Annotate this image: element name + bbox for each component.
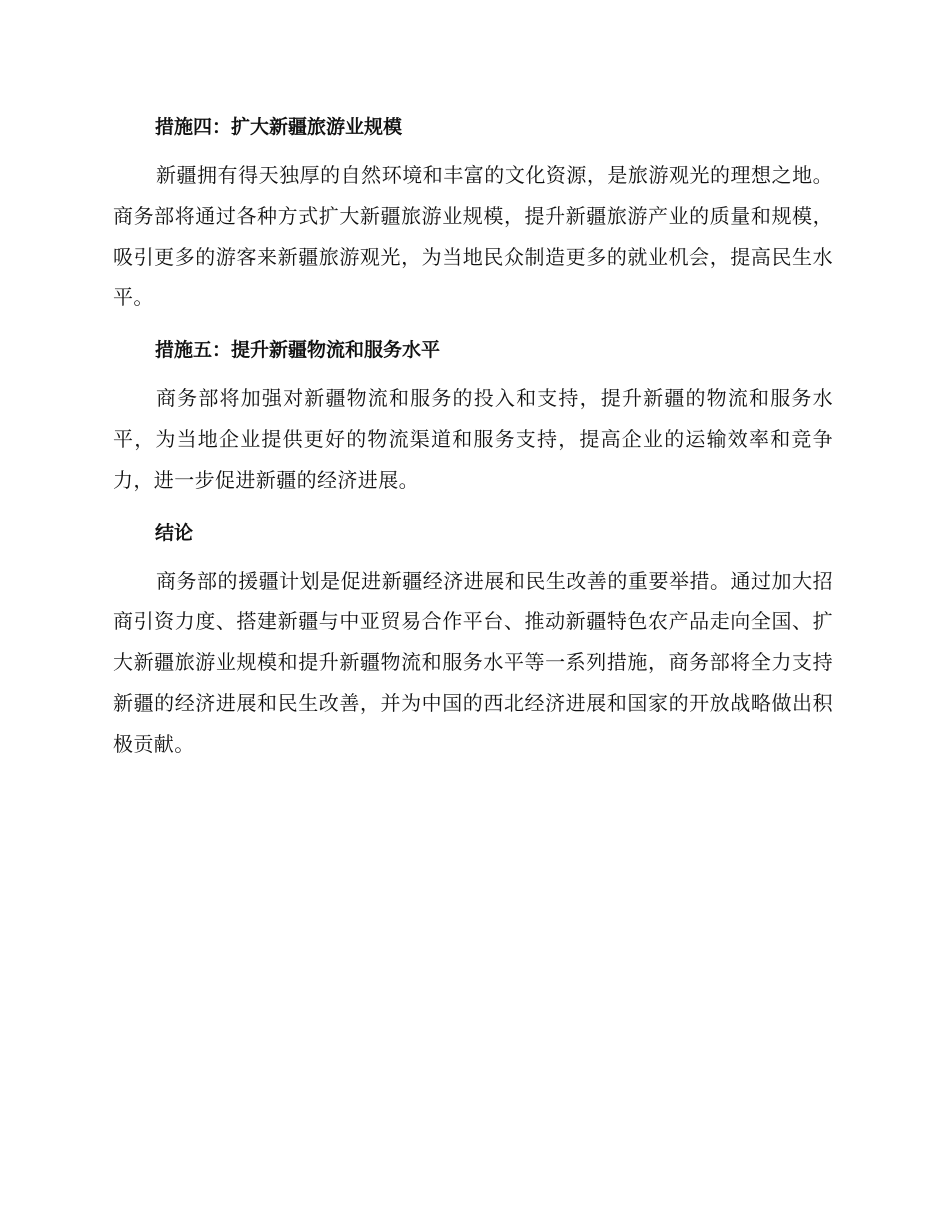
section-paragraph-conclusion: 商务部的援疆计划是促进新疆经济进展和民生改善的重要举措。通过加大招商引资力度、搭建新疆与中亚贸易合作平台、推动新疆特色农产品走向全国、扩大新疆旅游业规模和提升新疆物流和服务水平等一系列措施，商务部将全力支持新疆的经济进展和民生改善，并为中国的西北经济进展和国家的开放战略做出积极贡献。 [113, 568, 833, 756]
section-paragraph-measure-five: 商务部将加强对新疆物流和服务的投入和支持，提升新疆的物流和服务水平，为当地企业提供更好的物流渠道和服务支持，提高企业的运输效率和竞争力，进一步促进新疆的经济进展。 [113, 386, 833, 492]
spacer [113, 501, 833, 516]
spacer [113, 318, 833, 333]
document-body [113, 110, 833, 765]
section-paragraph-measure-four: 新疆拥有得天独厚的自然环境和丰富的文化资源，是旅游观光的理想之地。商务部将通过各种方式扩大新疆旅游业规模，提升新疆旅游产业的质量和规模，吸引更多的游客来新疆旅游观光，为当地民众制造更多的就业机会，提高民生水平。 [113, 163, 833, 310]
spacer [113, 551, 833, 561]
section-heading-measure-four: 措施四：扩大新疆旅游业规模 [155, 116, 403, 138]
section-heading-conclusion: 结论 [155, 521, 194, 544]
spacer [113, 145, 833, 155]
section-heading-measure-five: 措施五：提升新疆物流和服务水平 [155, 339, 441, 362]
spacer [113, 368, 833, 378]
